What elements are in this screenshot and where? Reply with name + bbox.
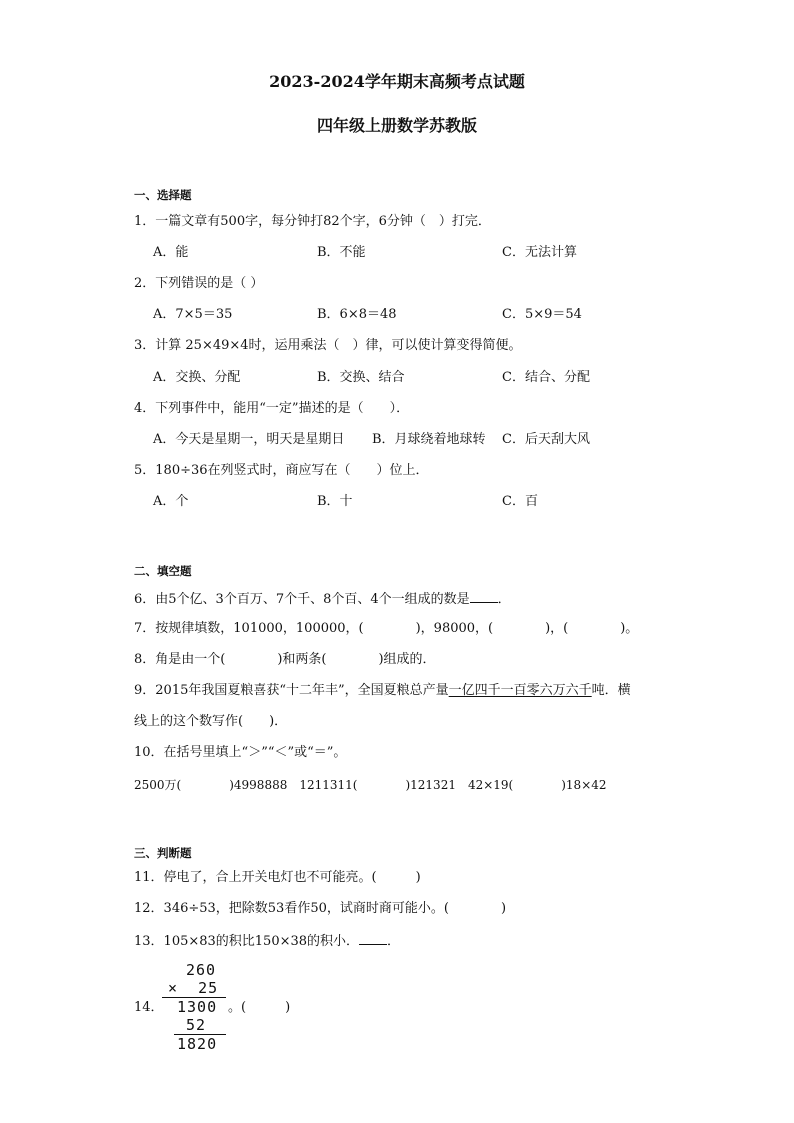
q14-calc-row-3: 1300	[177, 998, 218, 1016]
q3-option-a: A．交换、分配	[153, 370, 241, 385]
q6-end: ．	[497, 592, 511, 607]
question-11: 11．停电了，合上开关电灯也不可能亮。( )	[134, 870, 421, 885]
q9-text-a: 9．2015年我国夏粮喜获“十二年丰”，全国夏粮总产量	[134, 683, 449, 698]
page-subtitle: 四年级上册数学苏教版	[316, 116, 477, 135]
q4-option-b: B．月球绕着地球转	[372, 432, 486, 447]
q1-option-a: A．能	[153, 245, 189, 260]
q14-tail: 。( )	[228, 1000, 291, 1015]
question-3: 3．计算 25×49×4时，运用乘法（ ）律，可以使计算变得简便。	[134, 338, 522, 353]
q14-calc-row-1: 260	[186, 961, 217, 979]
q3-option-b: B．交换、结合	[317, 370, 405, 385]
q1-option-c: C．无法计算	[502, 245, 577, 260]
question-6	[134, 590, 511, 608]
question-4: 4．下列事件中，能用“一定”描述的是（ ）．	[134, 401, 410, 416]
section-heading-fill: 二、填空题	[134, 564, 192, 578]
q14-calc-row-4: 52	[186, 1016, 207, 1034]
question-8: 8．角是由一个( )和两条( )组成的．	[134, 652, 436, 667]
q9-underlined-number: 一亿四千一百零六万六千	[448, 683, 592, 698]
q10-comparisons: 2500万( )4998888 1211311( )121321 42×19( )18×42	[134, 778, 607, 792]
answer-blank[interactable]	[359, 932, 387, 945]
q2-option-a: A．7×5＝35	[153, 307, 233, 322]
q5-option-a: A．个	[153, 494, 189, 509]
q5-option-c: C．百	[502, 494, 538, 509]
question-10: 10．在括号里填上“＞”“＜”或“＝”。	[134, 745, 347, 760]
q14-label: 14．	[134, 1000, 164, 1015]
question-7: 7．按规律填数，101000，100000，( )，98000，( )，( )。	[134, 621, 639, 636]
question-2: 2．下列错误的是（ ）	[134, 276, 264, 291]
page-title: 2023-2024学年期末高频考点试题	[269, 72, 525, 91]
q9-text-b: 吨．横	[591, 683, 631, 698]
question-9-line-2: 线上的这个数写作( )．	[134, 714, 288, 729]
q2-option-b: B．6×8＝48	[317, 307, 397, 322]
answer-blank[interactable]	[470, 590, 498, 603]
q1-option-b: B．不能	[317, 245, 366, 260]
question-5: 5．180÷36在列竖式时，商应写在（ ）位上．	[134, 463, 429, 478]
q5-option-b: B．十	[317, 494, 353, 509]
q2-option-c: C．5×9＝54	[502, 307, 582, 322]
q6-text: 6．由5个亿、3个百万、7个千、8个百、4个一组成的数是	[134, 592, 470, 607]
question-1: 1．一篇文章有500字，每分钟打82个字，6分钟（ ）打完．	[134, 214, 491, 229]
q4-option-a: A．今天是星期一，明天是星期日	[153, 432, 345, 447]
q4-option-c: C．后天刮大风	[502, 432, 590, 447]
section-heading-judge: 三、判断题	[134, 846, 192, 860]
q14-calc-row-2: × 25	[168, 979, 219, 997]
question-9-line-1	[134, 683, 631, 699]
question-13	[134, 932, 400, 950]
q13-end: ．	[387, 934, 401, 949]
q3-option-c: C．结合、分配	[502, 370, 590, 385]
q14-calc-row-5: 1820	[177, 1035, 218, 1053]
q13-text: 13．105×83的积比150×38的积小．	[134, 934, 360, 949]
question-12: 12．346÷53，把除数53看作50，试商时商可能小。( )	[134, 901, 507, 916]
section-heading-choice: 一、选择题	[134, 188, 192, 202]
